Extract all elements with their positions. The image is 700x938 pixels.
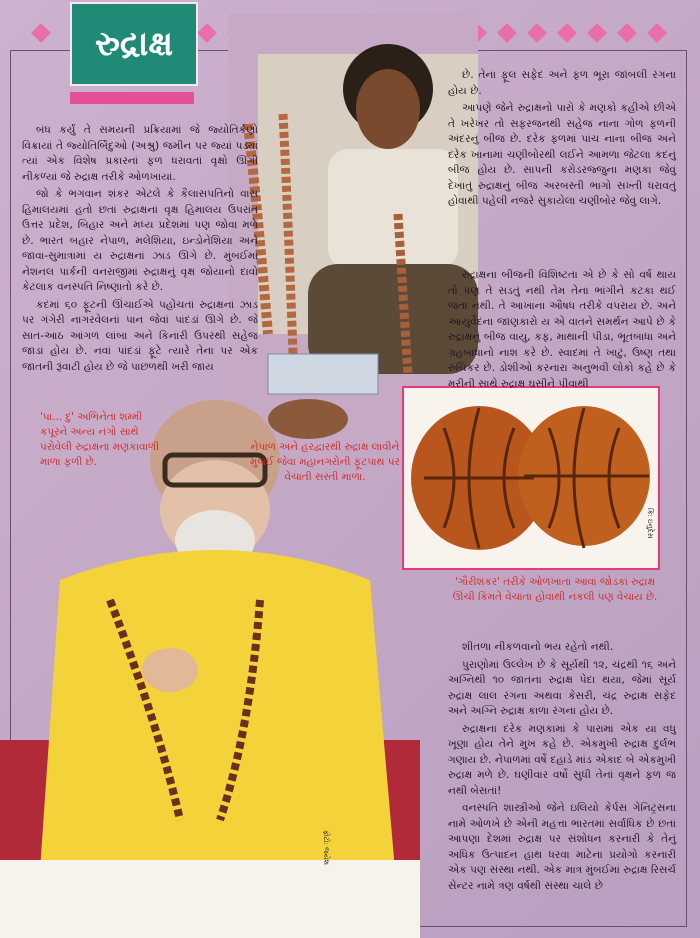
paragraph: વનસ્પતિ શાસ્ત્રીઓ જેને ઇલિયો કેર્પસ ગેનિટ્રસના નામે ઓળખે છે એની મહત્તા ભારતમાં સર્વાધિક છે છતાં આપણા દેશમાં રુદ્રાક્ષ પર સંશોધન કરનારી કે તેનું અધિક ઉત્પાદન હાથ ધરવા માટેના પ્રયોગો કરનારી એક પણ સંસ્થા નથી. એક માત્ર મુંબઈમાં રુદ્રાક્ષ રિસર્ચ સેન્ટર નામે ત્રણ વર્ષથી સંસ્થા ચાલે છે bbox=[448, 802, 676, 892]
photo-credit-actor: ફોટો: જયેશ bbox=[322, 830, 330, 865]
caption-seller: નેપાળ અને હરદ્વારથી રુદ્રાક્ષ લાવીને મુંબઈ જેવા મહાનગરોની ફૂટપાથ પર વેચાતી સસ્તી માળા. bbox=[250, 441, 400, 483]
left-column-text bbox=[22, 123, 258, 377]
right-column-top-text bbox=[448, 68, 676, 212]
bottom-column-text bbox=[448, 640, 676, 896]
paragraph: છે. તેના ફૂલ સફેદ અને ફળ ભૂરા જાંબલી રંગના હોય છે. bbox=[448, 69, 676, 97]
paragraph: પુરાણોમાં ઉલ્લેખ છે કે સૂર્યથી ૧૨, ચંદ્રથી ૧૬ અને અગ્નિથી ૧૦ જાતના રુદ્રાક્ષ પેદા થયા, જેમાં સૂર્ય રુદ્રાક્ષ લાલ રંગના અથવા કેસરી, ચંદ્ર રુદ્રાક્ષ સફેદ અને અગ્નિ રુદ્રાક્ષ કાળા રંગના હોય છે. bbox=[448, 658, 676, 717]
article-title bbox=[70, 2, 198, 86]
paragraph: રુદ્રાક્ષના બીજની વિશિષ્ટતા એ છે કે સો વર્ષ થાય તો પણ તે સડતું નથી તેમ તેના ભાંગીને કટકા થઈ જતા નથી. તે આખાના ઔષધ તરીકે વપરાય છે. અને આયુર્વેદના જાણકારો ય એ વાતને સમર્થન આપે છે કે રુદ્રાક્ષનું બીજ વાયુ, કફ, માથાની પીડા, ભૂતબાધા અને ગ્રહબાધાનો નાશ કરે છે. સ્વાદમાં તે ખાટું, ઉષ્ણ તથા રુચિકર છે. ડોશીઓ કરનારા અનુભવી લોકો કહે છે કે મરીની સાથે રુદ્રાક્ષ ઘસીને પીવાથી bbox=[448, 269, 676, 390]
paragraph: આપણે જેને રુદ્રાક્ષનો પારો કે મણકો કહીએ છીએ તે ખરેખર તો સફરજનથી સહેજ નાના ગોળ ફળની અંદરનું બીજ છે. દરેક ફળમાં પાંચ નાના બીજ અને દરેક ખાનામાં ચણીબોરથી લઈને આમળા જેટલા કદનું બીજ હોય છે. સાપની કરોડરજ્જુના મણકા જેવું દેખાતું રુદ્રાક્ષનું બીજ અરબસ્તી ભાગો સખ્તી ધરાવતું હોવાથી પહેલી નજરે સુકાયેલા ચણીબોર જેવું લાગે. bbox=[448, 102, 676, 207]
title-underline-strip bbox=[70, 92, 194, 104]
paragraph: કદમાં ૬૦ ફૂટની ઊંચાઈએ પહોંચતાં રુદ્રાક્ષનાં ઝાડ પર ગંગેરી નાગરવેલનાં પાન જેવાં પાંદડાં ઊગે છે. જે સાત-આઠ આંગળ લાંબા અને કિનારી ઉપરથી સહેજ જાડાં હોય છે. નવાં પાંદડાં ફૂટે ત્યારે તેના પર એક જાતની રૂંવાટી હોય છે જે પાછળથી ખરી જાય bbox=[22, 298, 258, 373]
title-text: રુદ્રાક્ષ bbox=[94, 24, 174, 64]
photo-gaurishankar-beads bbox=[402, 386, 660, 570]
right-column-middle-text bbox=[448, 268, 676, 394]
paragraph: જો કે ભગવાન શંકર એટલે કે કૈલાસપતિનો વાસ હિમાલયમાં હતો છતાં રુદ્રાક્ષનાં વૃક્ષ હિમાલય ઉપરાંત ઉત્તર પ્રદેશ, બિહાર અને મધ્ય પ્રદેશમાં પણ જોવા મળે છે. ભારત બહાર નેપાળ, મલેશિયા, ઇન્ડોનેશિયા અને જાવા-સુમાત્રામાં ય રુદ્રાક્ષનાં ઝાડ ઊગે છે. મુંબઈમાં નેશનલ પાર્કની વનરાજીમાં રુદ્રાક્ષનું વૃક્ષ જોયાનો દાવો કેટલાક વનસ્પતિ નિષ્ણાતો કરે છે. bbox=[22, 188, 258, 293]
paragraph: બંધ કર્યું તે સમયની પ્રક્રિયામાં જે જ્યોતિર્કણો વિક્રાયાં તે જ્યોતિર્બિંદુઓ (અશ્રુ) જમીન પર જ્યાં પડ્યાં ત્યાં એક વિશેષ પ્રકારનાં ફળ ધરાવતાં વૃક્ષો ઊગી નીકળ્યાં જે રુદ્રાક્ષ તરીકે ઓળખાયાં. bbox=[22, 124, 258, 183]
paragraph: શીતળા નીકળવાનો ભય રહેતો નથી. bbox=[462, 641, 614, 653]
photo-credit-beads: કિં: ઇનુદેસ bbox=[646, 508, 654, 539]
paragraph: રુદ્રાક્ષના દરેક મણકામાં કે પારામાં એક યા વધુ ખૂણા હોય તેને મુખ કહે છે. એકમુખી રુદ્રાક્ષ દુર્લભ ગણાય છે. નેપાળમાં વર્ષે દહાડે માંડ એકાદ બે એકમુખી રુદ્રાક્ષ મળે છે. ઘણીવાર વર્ષો સુધી તેનાં વૃક્ષને ફળ જ નથી બેસતાં! bbox=[448, 722, 676, 797]
caption-beads: 'ગૌરીશંકર' તરીકે ઓળખાતા આવાં જોડકાં રુદ્રાક્ષ ઊંચી કિંમતે વેચાતા હોવાથી નકલી પણ વેચાય છે. bbox=[452, 576, 658, 603]
photo-bead-seller bbox=[228, 14, 478, 444]
caption-actor: 'પા... દુ' અભિનેતા શમ્મી કપૂરને અન્ય નંગો સાથે પરોવેલી રુદ્રાક્ષના મણકાવાળી માળા ફળી છે. bbox=[40, 411, 160, 468]
